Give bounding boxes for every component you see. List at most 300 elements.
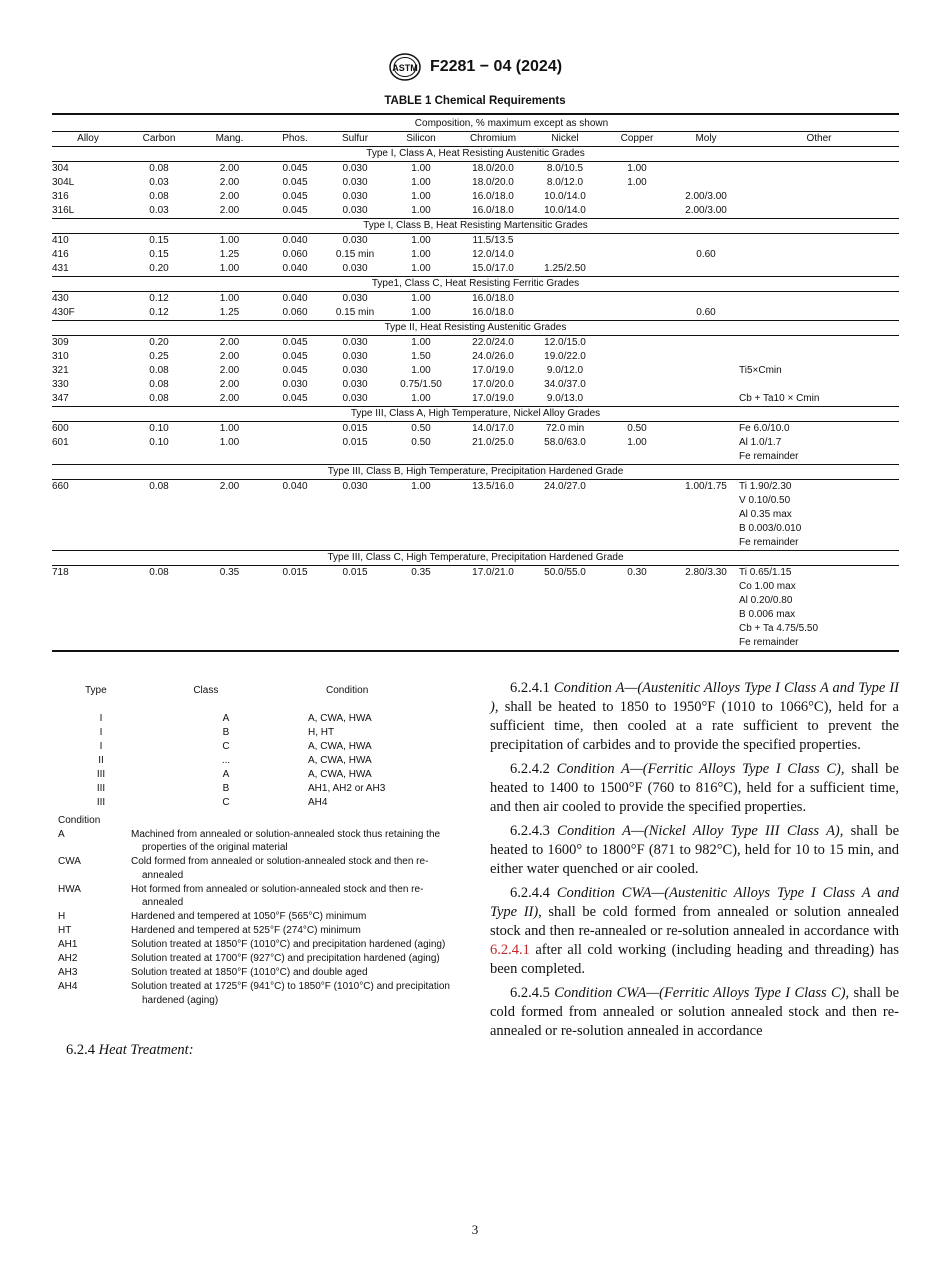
- value-cell: [601, 364, 673, 378]
- group-header-row: [52, 219, 899, 234]
- alloy-cell: 416: [52, 249, 69, 260]
- value-cell: 18.0/20.0: [472, 177, 514, 188]
- value-cell: 10.0/14.0: [544, 191, 586, 202]
- value-cell: [739, 336, 899, 351]
- value-cell: 0.030: [342, 205, 368, 216]
- value-cell: Fe 6.0/10.0: [739, 423, 790, 434]
- paragraph: [490, 884, 899, 979]
- value-cell: 2.00: [219, 177, 240, 188]
- alloy-cell: 430F: [52, 307, 75, 318]
- class-table-row: [58, 782, 458, 796]
- value-cell: 72.0 min: [545, 423, 585, 434]
- table-row: [52, 364, 899, 378]
- value-cell: 1.00: [411, 365, 431, 376]
- value-cell: 0.08: [149, 191, 169, 202]
- value-cell: 58.0/63.0: [544, 437, 586, 448]
- legend-text: Solution treated at 1850°F (1010°C) and double aged: [131, 967, 368, 978]
- value-cell: 1.50: [411, 351, 431, 362]
- value-cell: 0.60: [696, 249, 716, 260]
- legend-code: AH4: [58, 981, 78, 992]
- value-cell: 1.00: [411, 337, 431, 348]
- value-cell: [739, 436, 899, 465]
- value-cell: 2.80/3.30: [685, 567, 727, 578]
- value-cell: 0.030: [342, 379, 368, 390]
- legend-code: A: [58, 828, 65, 840]
- paragraph: [490, 984, 899, 1041]
- value-cell: [739, 292, 899, 307]
- legend-code: AH3: [58, 967, 78, 978]
- value-cell: 0.03: [149, 205, 169, 216]
- alloy-cell: 309: [52, 337, 69, 348]
- section-heading-heat-treatment: [66, 1042, 194, 1059]
- value-cell: 1.25: [219, 307, 240, 318]
- value-cell: 0.045: [282, 351, 308, 362]
- value-cell: 18.0/20.0: [472, 163, 514, 174]
- value-cell: 0.35: [411, 567, 431, 578]
- value-cell: 1.00/1.75: [685, 481, 727, 492]
- legend-text: Solution treated at 1725°F (941°C) to 1850°F (1010°C) and precipitation hardened (aging): [131, 981, 450, 1006]
- value-cell: 1.00: [411, 249, 431, 260]
- value-cell: 0.10: [149, 437, 169, 448]
- value-cell: 0.15 min: [335, 307, 375, 318]
- composition-header: Composition, % maximum except as shown: [124, 117, 899, 132]
- class-table-header-type: Type: [85, 685, 107, 696]
- column-header: Nickel: [529, 132, 601, 147]
- value-cell: 0.08: [149, 567, 169, 578]
- table-row: [52, 162, 899, 177]
- value-cell: [673, 378, 739, 392]
- type-cell: III: [96, 769, 106, 780]
- value-line: Cb + Ta 4.75/5.50: [739, 623, 819, 634]
- value-cell: 0.15: [149, 235, 169, 246]
- value-cell: 0.045: [282, 393, 308, 404]
- class-table-header-condition: Condition: [326, 685, 369, 696]
- table-row: [52, 436, 899, 465]
- value-line: Ti 0.65/1.15: [739, 567, 792, 578]
- value-cell: 0.75/1.50: [400, 379, 442, 390]
- value-cell: 17.0/19.0: [472, 365, 514, 376]
- value-cell: [739, 234, 899, 249]
- class-table-row: [58, 768, 458, 782]
- column-header-row: [52, 132, 899, 147]
- paragraph: [490, 822, 899, 879]
- value-cell: 0.060: [282, 307, 308, 318]
- value-cell: 0.045: [282, 177, 308, 188]
- value-cell: 0.15 min: [335, 249, 375, 260]
- value-cell: [673, 436, 739, 465]
- paragraph-title: Condition CWA—(Austenitic Alloys Type I Class A and Type II),: [490, 885, 899, 920]
- column-header: Other: [739, 132, 899, 147]
- value-line: Al 0.20/0.80: [739, 595, 793, 606]
- astm-logo-icon: [388, 52, 422, 82]
- value-cell: [739, 566, 899, 652]
- value-cell: 15.0/17.0: [472, 263, 514, 274]
- column-header: Silicon: [385, 132, 457, 147]
- value-cell: 1.00: [627, 177, 647, 188]
- legend-code: CWA: [58, 856, 81, 867]
- legend-text: Hot formed from annealed or solution-annealed stock and then re-annealed: [131, 883, 424, 908]
- table-bottom-rule: [52, 651, 899, 654]
- value-cell: 0.015: [282, 567, 308, 578]
- type-cell: I: [99, 727, 103, 738]
- value-line: Fe remainder: [739, 451, 799, 462]
- alloy-cell: 347: [52, 393, 69, 404]
- legend-code: AH1: [58, 939, 78, 950]
- table-row: [52, 350, 899, 364]
- value-line: V 0.10/0.50: [739, 495, 791, 506]
- value-cell: 0.045: [282, 163, 308, 174]
- legend-code: HT: [58, 925, 72, 936]
- alloy-cell: 304L: [52, 177, 75, 188]
- value-cell: [739, 378, 899, 392]
- class-cell: B: [222, 727, 230, 738]
- value-cell: 0.20: [149, 263, 169, 274]
- value-cell: 0.03: [149, 177, 169, 188]
- value-cell: 0.08: [149, 379, 169, 390]
- class-cell: A: [222, 713, 230, 724]
- paragraph-number: 6.2.4.1: [510, 680, 554, 696]
- value-cell: 2.00/3.00: [685, 205, 727, 216]
- class-table-header: [58, 684, 458, 698]
- value-cell: 0.040: [282, 263, 308, 274]
- value-cell: 0.50: [411, 423, 431, 434]
- paragraph: [490, 760, 899, 817]
- value-cell: [673, 176, 739, 190]
- value-cell: 2.00: [219, 379, 240, 390]
- value-cell: 0.045: [282, 191, 308, 202]
- legend-text: Cold formed from annealed or solution-annealed stock and then re-annealed: [131, 856, 429, 881]
- class-cell: A: [222, 769, 230, 780]
- value-cell: 34.0/37.0: [544, 379, 586, 390]
- page-number: 3: [471, 1222, 479, 1237]
- value-cell: 16.0/18.0: [472, 191, 514, 202]
- group-label: Type III, Class C, High Temperature, Precipitation Hardened Grade: [52, 551, 899, 566]
- condition-cell: H, HT: [308, 727, 335, 738]
- legend-item: [58, 883, 458, 910]
- value-cell: 50.0/55.0: [544, 567, 586, 578]
- value-cell: 0.045: [282, 365, 308, 376]
- section-number: 6.2.4: [66, 1042, 95, 1058]
- value-cell: [739, 190, 899, 204]
- value-line: Al 1.0/1.7: [739, 437, 782, 448]
- value-cell: 12.0/15.0: [544, 337, 586, 348]
- paragraph-title: Condition A—(Austenitic Alloys Type I Class A and Type II ),: [490, 680, 899, 715]
- value-cell: 2.00: [219, 191, 240, 202]
- value-cell: [673, 162, 739, 177]
- value-cell: 0.060: [282, 249, 308, 260]
- value-cell: 0.040: [282, 293, 308, 304]
- chemical-requirements-table: [52, 113, 899, 654]
- logo-text: ASTM: [392, 63, 418, 73]
- class-cell: C: [222, 741, 230, 752]
- value-cell: 16.0/18.0: [472, 293, 514, 304]
- type-cell: II: [98, 755, 104, 766]
- legend-text: Hardened and tempered at 525°F (274°C) minimum: [131, 925, 361, 936]
- paragraph-number: 6.2.4.3: [510, 823, 558, 839]
- value-cell: [529, 248, 601, 262]
- condition-cell: AH1, AH2 or AH3: [308, 783, 386, 794]
- value-cell: 24.0/27.0: [544, 481, 586, 492]
- value-cell: [601, 350, 673, 364]
- column-header: Carbon: [124, 132, 194, 147]
- value-cell: 1.00: [411, 205, 431, 216]
- condition-cell: AH4: [308, 797, 328, 808]
- column-header: Alloy: [52, 132, 124, 147]
- value-cell: 1.00: [219, 263, 240, 274]
- class-cell: ...: [221, 755, 231, 766]
- value-cell: 14.0/17.0: [472, 423, 514, 434]
- value-cell: 17.0/19.0: [472, 393, 514, 404]
- value-cell: 0.040: [282, 235, 308, 246]
- value-cell: [601, 248, 673, 262]
- value-cell: 1.00: [411, 235, 431, 246]
- value-cell: 2.00: [219, 481, 240, 492]
- group-label: Type III, Class A, High Temperature, Nickel Alloy Grades: [52, 407, 899, 422]
- value-cell: 19.0/22.0: [544, 351, 586, 362]
- alloy-cell: 321: [52, 365, 69, 376]
- table-row: [52, 190, 899, 204]
- value-cell: 0.08: [149, 393, 169, 404]
- table-row: [52, 336, 899, 351]
- table-row: [52, 262, 899, 277]
- paragraph-text: shall be heated to 1400 to 1500°F (760 to 816°C), held for a sufficient time, and then air cooled to provide the specified properties.: [490, 761, 899, 815]
- value-cell: [601, 392, 673, 407]
- value-cell: [529, 292, 601, 307]
- value-cell: 16.0/18.0: [472, 307, 514, 318]
- value-cell: 0.045: [282, 337, 308, 348]
- value-cell: 0.20: [149, 337, 169, 348]
- value-cell: [601, 262, 673, 277]
- alloy-cell: 600: [52, 423, 69, 434]
- value-cell: 0.030: [342, 235, 368, 246]
- table-row: [52, 566, 899, 652]
- value-cell: 2.00: [219, 365, 240, 376]
- table-row: [52, 204, 899, 219]
- alloy-cell: 330: [52, 379, 69, 390]
- value-cell: 0.60: [696, 307, 716, 318]
- group-header-row: [52, 407, 899, 422]
- value-cell: [601, 292, 673, 307]
- value-cell: 11.5/13.5: [472, 235, 514, 246]
- value-cell: 1.00: [411, 163, 431, 174]
- value-cell: 0.030: [342, 351, 368, 362]
- value-cell: 0.030: [342, 163, 368, 174]
- value-cell: [739, 204, 899, 219]
- value-cell: 17.0/21.0: [472, 567, 514, 578]
- group-header-row: [52, 277, 899, 292]
- class-cell: B: [222, 783, 230, 794]
- section-title: Heat Treatment:: [98, 1042, 194, 1058]
- legend-code: AH2: [58, 953, 78, 964]
- value-cell: 8.0/12.0: [546, 177, 584, 188]
- value-cell: 0.030: [342, 365, 368, 376]
- value-cell: 0.50: [627, 423, 647, 434]
- value-line: Ti 1.90/2.30: [739, 481, 792, 492]
- table-row: [52, 378, 899, 392]
- value-cell: 0.08: [149, 163, 169, 174]
- value-cell: [673, 422, 739, 437]
- value-cell: [739, 248, 899, 262]
- condition-cell: A, CWA, HWA: [308, 741, 372, 752]
- paragraph-text: after all cold working (including heading and threading) has been completed.: [490, 942, 899, 977]
- alloy-cell: 718: [52, 567, 69, 578]
- value-cell: 1.00: [219, 437, 240, 448]
- condition-cell: A, CWA, HWA: [308, 769, 372, 780]
- condition-cell: A, CWA, HWA: [308, 755, 372, 766]
- value-cell: 0.030: [342, 293, 368, 304]
- value-cell: 1.00: [219, 423, 240, 434]
- value-cell: [673, 292, 739, 307]
- class-table-row: [58, 740, 458, 754]
- value-cell: 1.00: [411, 177, 431, 188]
- document-id: F2281 − 04 (2024): [429, 58, 563, 75]
- value-cell: 0.10: [149, 423, 169, 434]
- value-cell: [265, 436, 325, 465]
- value-cell: [601, 190, 673, 204]
- value-cell: 0.30: [627, 567, 647, 578]
- table-row: [52, 248, 899, 262]
- value-cell: 8.0/10.5: [546, 163, 584, 174]
- value-cell: [601, 336, 673, 351]
- value-cell: 0.08: [149, 481, 169, 492]
- legend-item: [58, 980, 458, 1007]
- value-cell: 2.00: [219, 351, 240, 362]
- value-cell: 0.50: [411, 437, 431, 448]
- table-row: [52, 422, 899, 437]
- value-cell: 0.030: [342, 177, 368, 188]
- paragraph-text: shall be cold formed from annealed or solution annealed stock and then re-annealed or re-solution annealed in accordance with: [490, 904, 899, 939]
- value-cell: [601, 378, 673, 392]
- table-row: [52, 480, 899, 551]
- legend-item: [58, 855, 458, 882]
- group-header-row: [52, 147, 899, 162]
- value-cell: 0.040: [282, 481, 308, 492]
- cross-reference-link[interactable]: 6.2.4.1: [490, 942, 530, 958]
- value-cell: 13.5/16.0: [472, 481, 514, 492]
- empty-cell: [52, 117, 124, 132]
- value-cell: 2.00: [219, 337, 240, 348]
- paragraph-number: 6.2.4.4: [510, 885, 557, 901]
- value-cell: 0.030: [342, 393, 368, 404]
- condition-legend: [58, 814, 458, 1008]
- rule-cell: [52, 651, 899, 654]
- value-cell: 1.00: [411, 293, 431, 304]
- value-cell: 2.00: [219, 205, 240, 216]
- alloy-cell: 431: [52, 263, 69, 274]
- value-line: Co 1.00 max: [739, 581, 796, 592]
- paragraph-title: Condition A—(Nickel Alloy Type III Class A),: [557, 823, 844, 839]
- column-header: Phos.: [265, 132, 325, 147]
- condition-legend-title: Condition: [58, 815, 101, 826]
- value-cell: 0.12: [149, 307, 169, 318]
- value-cell: 17.0/20.0: [472, 379, 514, 390]
- class-table-row: [58, 754, 458, 768]
- value-cell: [739, 176, 899, 190]
- group-header-row: [52, 551, 899, 566]
- value-cell: [601, 480, 673, 551]
- class-table-row: [58, 726, 458, 740]
- value-cell: 16.0/18.0: [472, 205, 514, 216]
- page-header: [0, 52, 950, 86]
- value-cell: [673, 392, 739, 407]
- legend-code: HWA: [58, 883, 81, 895]
- value-cell: 1.00: [411, 481, 431, 492]
- legend-item: [58, 966, 458, 980]
- value-cell: 1.00: [411, 393, 431, 404]
- value-cell: [739, 350, 899, 364]
- table-title: TABLE 1 Chemical Requirements: [384, 95, 566, 107]
- paragraph-title: Condition A—(Ferritic Alloys Type I Class C),: [556, 761, 845, 777]
- legend-code: H: [58, 911, 66, 922]
- legend-item: [58, 952, 458, 966]
- paragraph-number: 6.2.4.5: [510, 985, 555, 1001]
- value-cell: Cb + Ta10 × Cmin: [739, 393, 820, 404]
- group-label: Type I, Class A, Heat Resisting Austenitic Grades: [52, 147, 899, 162]
- column-header: Chromium: [457, 132, 529, 147]
- value-cell: 0.15: [149, 249, 169, 260]
- value-line: Fe remainder: [739, 537, 799, 548]
- legend-item: [58, 910, 458, 924]
- legend-item: [58, 938, 458, 952]
- value-cell: 1.00: [411, 191, 431, 202]
- value-cell: 0.030: [342, 337, 368, 348]
- value-cell: [529, 306, 601, 321]
- paragraph-text: shall be heated to 1850 to 1950°F (1010 to 1066°C), held for a sufficient time, then cooled at a rate sufficient to prevent the precipitation of carbides and to provide the specified properties.: [490, 699, 899, 753]
- value-line: B 0.003/0.010: [739, 523, 802, 534]
- group-label: Type I, Class B, Heat Resisting Martensitic Grades: [52, 219, 899, 234]
- alloy-cell: 310: [52, 351, 69, 362]
- alloy-cell: 304: [52, 163, 69, 174]
- value-cell: 1.00: [627, 437, 647, 448]
- value-cell: 0.015: [342, 567, 368, 578]
- value-cell: [601, 306, 673, 321]
- value-cell: 1.00: [219, 293, 240, 304]
- type-class-condition-table: [58, 684, 458, 810]
- condition-cell: A, CWA, HWA: [308, 713, 372, 724]
- value-cell: [673, 350, 739, 364]
- class-cell: C: [222, 797, 230, 808]
- alloy-cell: 316: [52, 191, 69, 202]
- value-cell: [601, 204, 673, 219]
- class-table-header-class: Class: [193, 685, 219, 696]
- column-header: Copper: [601, 132, 673, 147]
- table-row: [52, 306, 899, 321]
- legend-text: Machined from annealed or solution-annealed stock thus retaining the properties of the original material: [131, 828, 441, 853]
- value-cell: [529, 234, 601, 249]
- table-row: [52, 176, 899, 190]
- value-cell: 2.00: [219, 163, 240, 174]
- class-table-row: [58, 796, 458, 810]
- value-cell: 0.12: [149, 293, 169, 304]
- value-cell: 1.25: [219, 249, 240, 260]
- value-cell: 12.0/14.0: [472, 249, 514, 260]
- value-cell: 0.015: [342, 437, 368, 448]
- legend-item: [58, 828, 458, 855]
- value-cell: [739, 480, 899, 551]
- paragraph: [490, 679, 899, 755]
- value-line: Fe remainder: [739, 637, 799, 648]
- value-cell: [739, 162, 899, 177]
- value-cell: [739, 306, 899, 321]
- composition-header-row: [52, 117, 899, 132]
- alloy-cell: 410: [52, 235, 69, 246]
- value-cell: [673, 336, 739, 351]
- group-label: Type1, Class C, Heat Resisting Ferritic Grades: [52, 277, 899, 292]
- value-cell: 2.00: [219, 393, 240, 404]
- value-cell: 1.00: [411, 307, 431, 318]
- heat-treatment-paragraphs: [490, 679, 899, 1046]
- value-cell: 0.015: [342, 423, 368, 434]
